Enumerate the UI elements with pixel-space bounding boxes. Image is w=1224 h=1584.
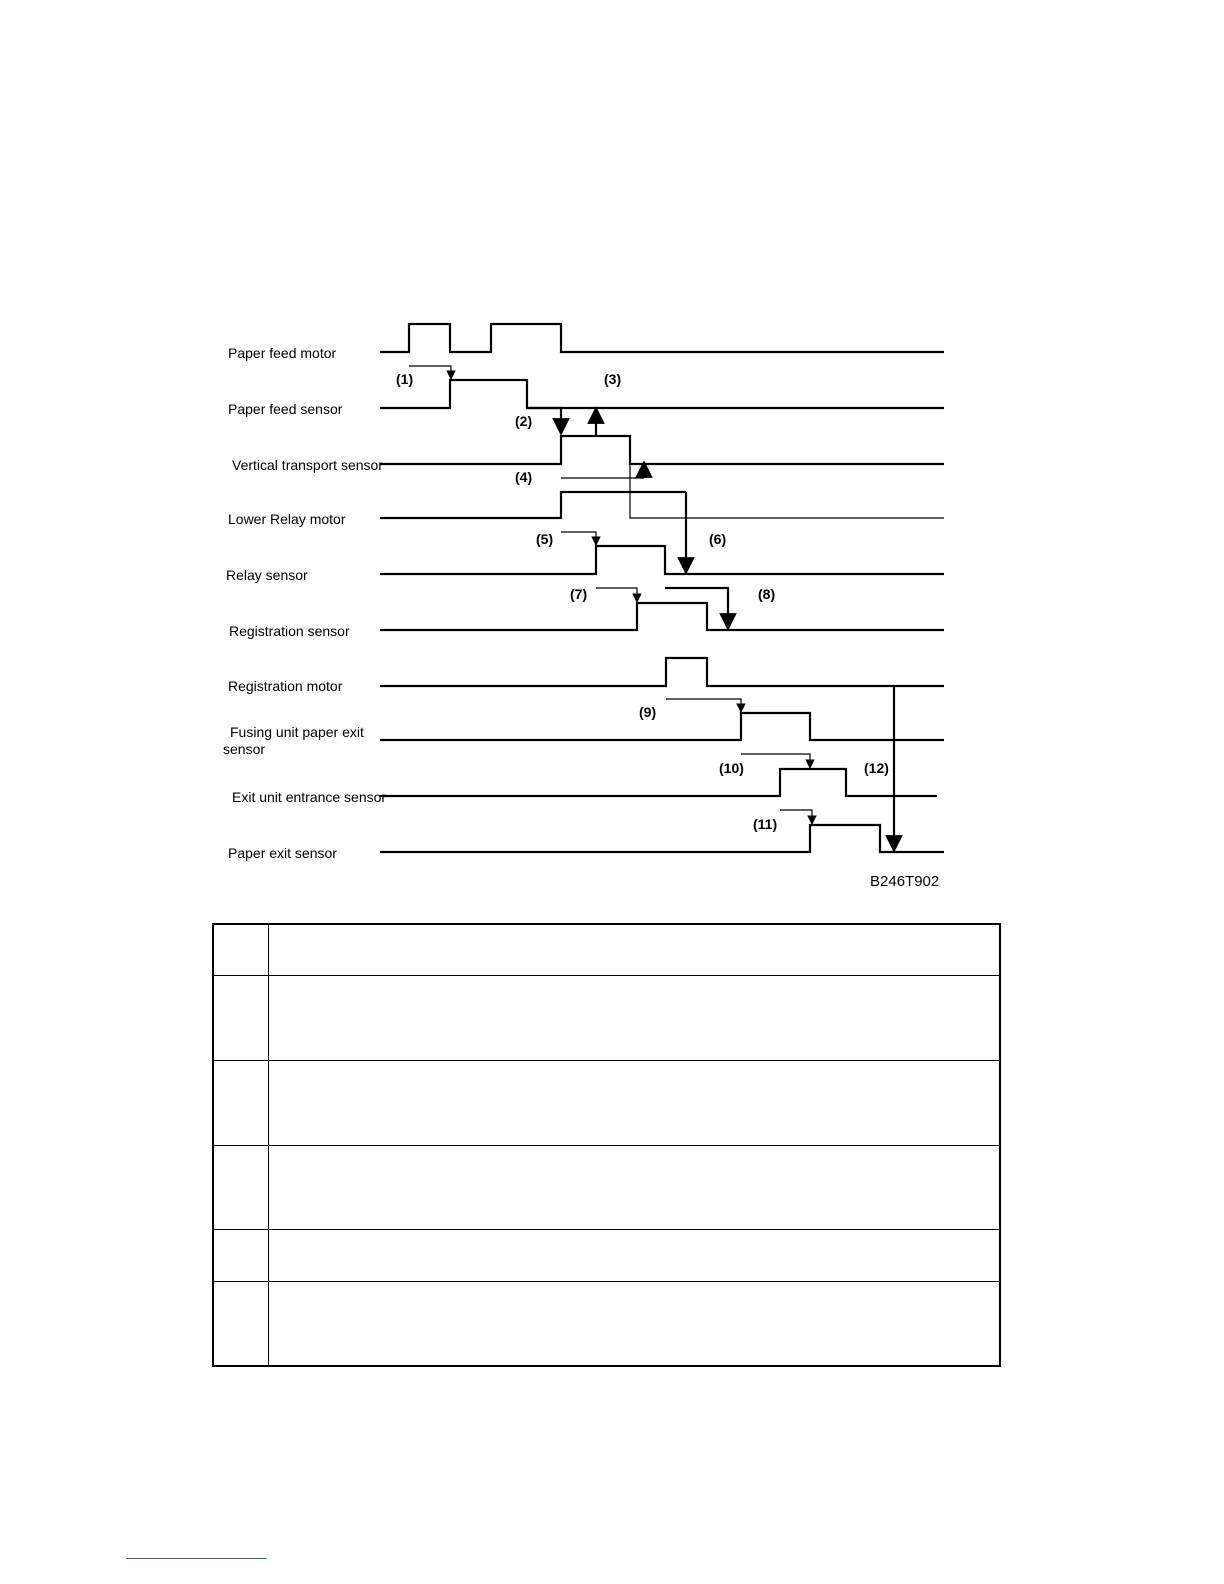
signal-label-relay-sensor: Relay sensor — [226, 567, 308, 583]
table-row — [213, 1229, 1000, 1281]
wave-paper-feed-motor — [380, 324, 944, 352]
signal-label-paper-feed-sensor: Paper feed sensor — [228, 401, 343, 417]
event-label-8: (8) — [758, 586, 776, 602]
event-label-1: (1) — [396, 371, 414, 387]
wave-fusing-unit-exit-sensor — [380, 713, 944, 740]
wave-lower-relay-motor — [380, 492, 686, 518]
wave-exit-unit-entrance-sensor — [380, 769, 937, 796]
event-label-6: (6) — [709, 531, 727, 547]
table-row — [213, 1281, 1000, 1366]
table-row — [213, 1145, 1000, 1229]
signal-label-registration-motor: Registration motor — [228, 678, 343, 694]
row-number-cell — [213, 1229, 269, 1281]
signal-label-vertical-transport-sensor: Vertical transport sensor — [232, 457, 383, 473]
event-label-4: (4) — [515, 469, 533, 485]
connector-8 — [665, 588, 728, 629]
signal-label-fusing-unit-exit-line2: sensor — [223, 741, 266, 757]
row-number-cell — [213, 1145, 269, 1229]
signal-label-paper-feed-motor: Paper feed motor — [228, 345, 337, 361]
connector-5 — [561, 532, 596, 545]
event-label-3: (3) — [604, 371, 622, 387]
connector-9 — [666, 699, 741, 712]
signal-label-paper-exit-sensor: Paper exit sensor — [228, 845, 337, 861]
row-number-cell — [213, 975, 269, 1060]
row-description-cell — [269, 1060, 1001, 1145]
row-description-cell — [269, 924, 1001, 975]
connector-10 — [741, 754, 810, 768]
row-number-cell — [213, 924, 269, 975]
description-table — [212, 923, 1001, 1367]
event-label-12: (12) — [864, 760, 889, 776]
event-label-2: (2) — [515, 413, 533, 429]
footer-link-underline — [126, 1558, 267, 1559]
wave-paper-exit-sensor — [380, 825, 944, 852]
connector-1 — [409, 366, 451, 379]
event-label-10: (10) — [719, 760, 744, 776]
wave-registration-motor — [380, 658, 944, 686]
row-description-cell — [269, 1145, 1001, 1229]
wave-registration-sensor — [380, 603, 944, 630]
event-label-11: (11) — [753, 816, 778, 832]
signal-label-fusing-unit-exit-line1: Fusing unit paper exit — [230, 724, 364, 740]
wave-relay-sensor — [380, 546, 944, 574]
event-label-9: (9) — [639, 704, 657, 720]
row-description-cell — [269, 1229, 1001, 1281]
signal-label-exit-unit-entrance-sensor: Exit unit entrance sensor — [232, 789, 387, 805]
table-row — [213, 1060, 1000, 1145]
wave-vertical-transport-sensor — [380, 436, 944, 464]
event-label-7: (7) — [570, 586, 588, 602]
row-description-cell — [269, 975, 1001, 1060]
signal-label-registration-sensor: Registration sensor — [229, 623, 350, 639]
table-row — [213, 924, 1000, 975]
signal-label-lower-relay-motor: Lower Relay motor — [228, 511, 346, 527]
connector-11 — [780, 810, 812, 824]
wave-paper-feed-sensor — [380, 380, 944, 408]
table-row — [213, 975, 1000, 1060]
row-description-cell — [269, 1281, 1001, 1366]
connector-7 — [596, 588, 637, 602]
row-number-cell — [213, 1060, 269, 1145]
row-number-cell — [213, 1281, 269, 1366]
figure-code: B246T902 — [870, 873, 940, 890]
event-label-5: (5) — [536, 531, 554, 547]
